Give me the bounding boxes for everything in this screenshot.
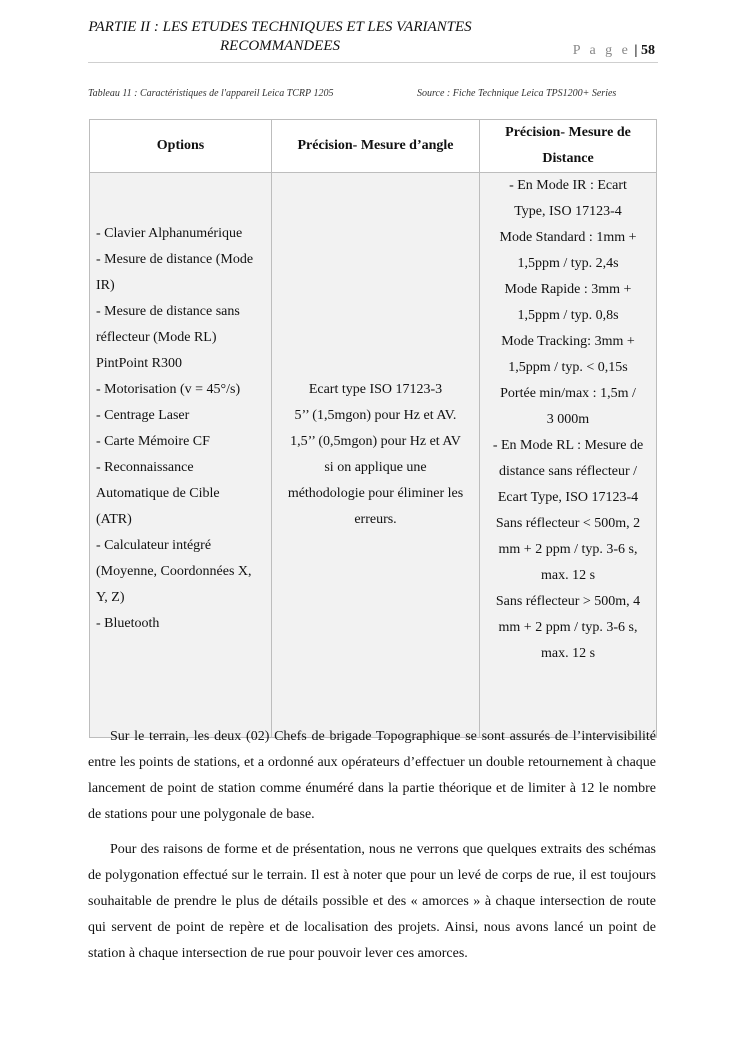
option-line: - Carte Mémoire CF — [96, 434, 210, 449]
header-title-line1: PARTIE II : LES ETUDES TECHNIQUES ET LES VARIANTES — [88, 19, 472, 35]
header-angle-precision: Précision- Mesure d’angle — [272, 120, 480, 173]
option-line: (Moyenne, Coordonnées X, — [96, 564, 252, 579]
page-separator: | — [630, 43, 641, 58]
distance-precision-line: - En Mode RL : Mesure de — [492, 438, 644, 453]
option-line: - Calculateur intégré — [96, 538, 212, 553]
angle-precision-line: 5’’ (1,5mgon) pour Hz et AV. — [294, 408, 457, 423]
distance-precision-line: Sans réflecteur < 500m, 2 — [495, 516, 641, 531]
option-line: - Bluetooth — [96, 616, 160, 631]
specifications-table — [89, 119, 657, 738]
body-paragraph-1: Sur le terrain, les deux (02) Chefs de brigade Topographique se sont assurés de l’intervisibilité entre les points de stations, et a ordonné aux opérateurs d’effectuer un double retournement à chaque lancement de point de station comme énuméré dans la partie théorique et de limiter à 12 le nombre de stations pour une polygonale de base. — [88, 729, 656, 822]
option-line: - Reconnaissance — [96, 460, 194, 475]
page-header-title — [60, 18, 500, 56]
page-number-value: 58 — [641, 43, 655, 58]
option-line: - Motorisation (v = 45°/s) — [96, 382, 241, 397]
distance-precision-cell — [480, 173, 657, 738]
table-row — [90, 173, 657, 738]
distance-precision-line: Ecart Type, ISO 17123-4 — [497, 490, 639, 505]
header-options: Options — [90, 120, 272, 173]
table-header-row — [90, 120, 657, 173]
angle-precision-line: méthodologie pour éliminer les — [287, 486, 464, 501]
option-line: Automatique de Cible — [96, 486, 220, 501]
page-number — [573, 43, 655, 59]
distance-precision-line: 1,5ppm / typ. 0,8s — [517, 308, 619, 323]
distance-precision-line: - En Mode IR : Ecart — [509, 178, 627, 193]
angle-precision-line: Ecart type ISO 17123-3 — [308, 382, 443, 397]
angle-precision-line: si on applique une — [324, 460, 427, 475]
option-line: Y, Z) — [96, 590, 125, 605]
angle-precision-cell — [272, 173, 480, 738]
distance-precision-line: Mode Tracking: 3mm + — [501, 334, 635, 349]
distance-precision-line: Portée min/max : 1,5m / — [500, 386, 636, 401]
distance-precision-line: max. 12 s — [540, 646, 596, 661]
header-title-line2: RECOMMANDEES — [220, 38, 340, 54]
option-line: réflecteur (Mode RL) — [96, 330, 217, 345]
body-paragraph-2: Pour des raisons de forme et de présentation, nous ne verrons que quelques extraits des schémas de polygonation effectué sur le terrain. Il est à noter que pour un levé de corps de rue, il est toujours souhaitable de prendre le plus de détails possible et des « amorces » à chaque intersection de route qui servent de point de repère et de localisation des projets. Ainsi, nous avons lancé un point de station à chaque intersection de rue pour pouvoir lever ces amorces. — [88, 842, 656, 961]
table-label: Tableau 11 : Caractéristiques de l'appareil Leica TCRP 1205 — [88, 88, 334, 99]
distance-precision-line: Sans réflecteur > 500m, 4 — [495, 594, 641, 609]
option-line: PintPoint R300 — [96, 356, 182, 371]
option-line: IR) — [96, 278, 115, 293]
table-source: Source : Fiche Technique Leica TPS1200+ Series — [417, 88, 617, 99]
angle-precision-line: 1,5’’ (0,5mgon) pour Hz et AV — [290, 434, 461, 449]
distance-precision-line: distance sans réflecteur / — [499, 464, 637, 479]
page-label: P a g e — [572, 43, 631, 58]
distance-precision-line: Mode Standard : 1mm + — [499, 230, 637, 245]
distance-precision-line: 3 000m — [546, 412, 590, 427]
options-cell — [90, 173, 272, 738]
distance-precision-line: mm + 2 ppm / typ. 3-6 s, — [498, 542, 638, 557]
distance-precision-line: mm + 2 ppm / typ. 3-6 s, — [498, 620, 638, 635]
option-line: - Centrage Laser — [96, 408, 190, 423]
distance-precision-line: Mode Rapide : 3mm + — [504, 282, 632, 297]
header-distance-precision: Précision- Mesure de Distance — [480, 120, 657, 173]
distance-precision-line: max. 12 s — [540, 568, 596, 583]
table-caption — [88, 88, 658, 99]
angle-precision-line: erreurs. — [354, 512, 397, 527]
option-line: - Clavier Alphanumérique — [96, 226, 243, 241]
distance-precision-line: Type, ISO 17123-4 — [514, 204, 622, 219]
option-line: (ATR) — [96, 512, 132, 527]
option-line: - Mesure de distance sans — [96, 304, 240, 319]
distance-precision-line: 1,5ppm / typ. 2,4s — [517, 256, 619, 271]
header-divider — [88, 62, 658, 63]
distance-precision-line: 1,5ppm / typ. < 0,15s — [508, 360, 628, 375]
option-line: - Mesure de distance (Mode — [96, 252, 254, 267]
